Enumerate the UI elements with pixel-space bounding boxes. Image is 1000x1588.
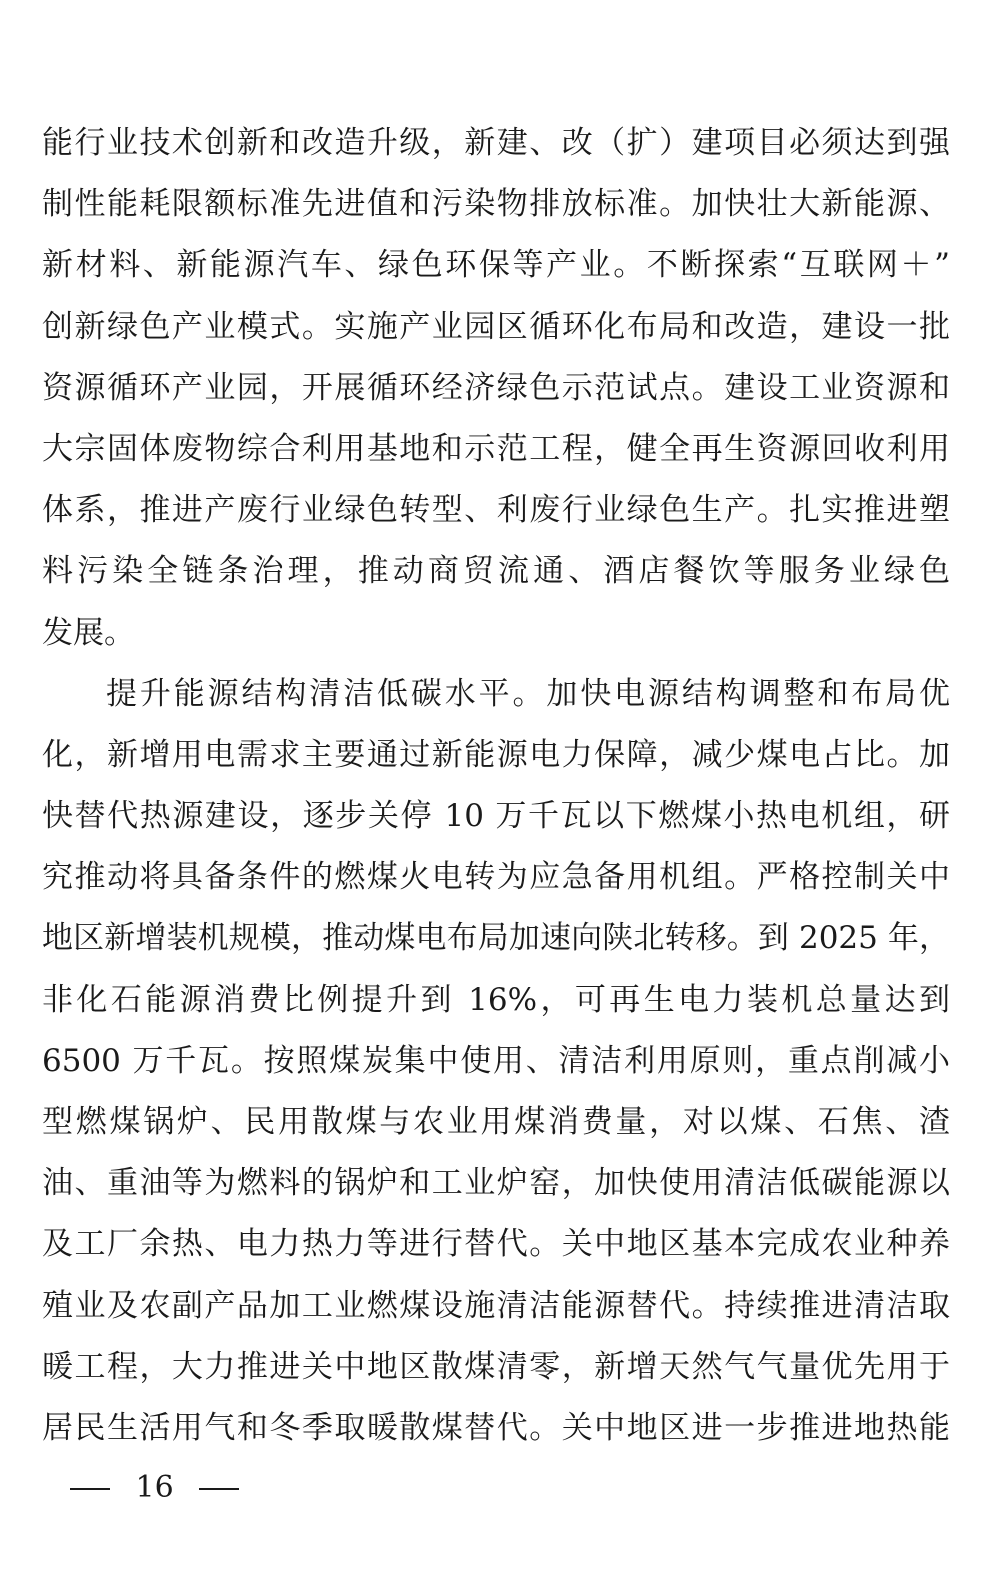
text-line: 非化石能源消费比例提升到 16%，可再生电力装机总量达到 (42, 981, 950, 1018)
text-line: 究推动将具备条件的燃煤火电转为应急备用机组。严格控制关中 (42, 859, 950, 896)
page-number: 16 (135, 1470, 174, 1505)
text-line: 体系，推进产废行业绿色转型、利废行业绿色生产。扎实推进塑 (42, 492, 950, 529)
text-line: 油、重油等为燃料的锅炉和工业炉窑，加快使用清洁低碳能源以 (42, 1165, 950, 1202)
text-line: 快替代热源建设，逐步关停 10 万千瓦以下燃煤小热电机组，研 (42, 798, 950, 835)
text-line: 居民生活用气和冬季取暖散煤替代。关中地区进一步推进地热能 (42, 1409, 950, 1446)
text-line: 新材料、新能源汽车、绿色环保等产业。不断探索“互联网＋” (42, 247, 950, 284)
text-line: 6500 万千瓦。按照煤炭集中使用、清洁利用原则，重点削减小 (42, 1042, 950, 1079)
document-body (42, 113, 950, 1459)
text-line: 殖业及农副产品加工业燃煤设施清洁能源替代。持续推进清洁取 (42, 1287, 950, 1324)
paragraph-start-line: 提升能源结构清洁低碳水平。加快电源结构调整和布局优 (106, 675, 950, 712)
text-line: 型燃煤锅炉、民用散煤与农业用煤消费量，对以煤、石焦、渣 (42, 1104, 950, 1140)
text-line: 大宗固体废物综合利用基地和示范工程，健全再生资源回收利用 (42, 430, 950, 467)
text-line: 化，新增用电需求主要通过新能源电力保障，减少煤电占比。加 (42, 736, 950, 773)
text-line: 发展。 (42, 614, 135, 651)
text-line: 料污染全链条治理，推动商贸流通、酒店餐饮等服务业绿色 (42, 553, 950, 590)
text-line: 能行业技术创新和改造升级，新建、改（扩）建项目必须达到强 (42, 125, 950, 161)
dash-left (70, 1488, 110, 1490)
text-line: 制性能耗限额标准先进值和污染物排放标准。加快壮大新能源、 (42, 186, 950, 223)
dash-right (199, 1488, 239, 1490)
text-line: 创新绿色产业模式。实施产业园区循环化布局和改造，建设一批 (42, 308, 950, 345)
text-line: 资源循环产业园，开展循环经济绿色示范试点。建设工业资源和 (42, 369, 950, 406)
text-line: 暖工程，大力推进关中地区散煤清零，新增天然气气量优先用于 (42, 1348, 950, 1385)
page-footer (70, 1468, 239, 1508)
text-line: 地区新增装机规模，推动煤电布局加速向陕北转移。到 2025 年， (42, 920, 950, 957)
text-line: 及工厂余热、电力热力等进行替代。关中地区基本完成农业种养 (42, 1226, 950, 1263)
